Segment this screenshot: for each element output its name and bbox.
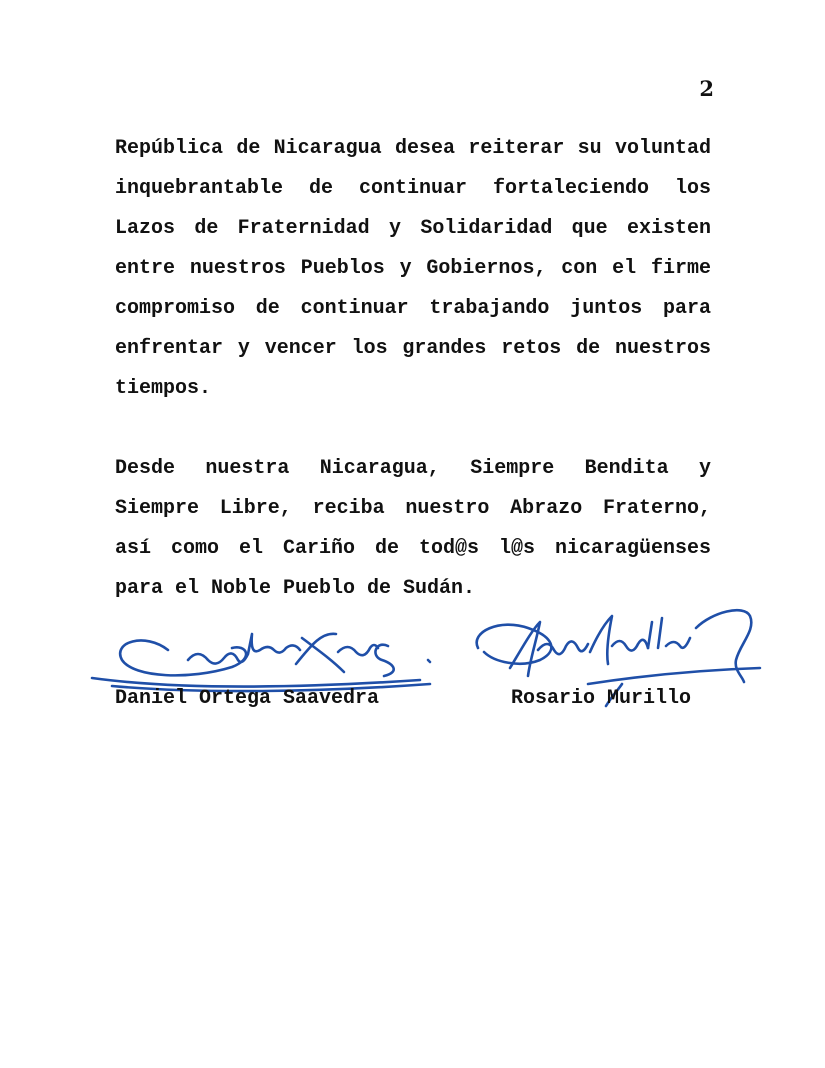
signatory-name-2: Rosario Murillo [511, 687, 692, 710]
signature-daniel-ortega [92, 634, 430, 691]
signatory-name-1: Daniel Ortega Saavedra [115, 687, 380, 710]
paragraph-1: República de Nicaragua desea reiterar su voluntad inquebrantable de continuar fortaleciendo los Lazos de Fraternidad y Solidaridad que existen entre nuestros Pueblos y Gobiernos, con el firme compromiso de continuar trabajando juntos para enfrentar y vencer los grandes retos de nuestros tiempos. [115, 137, 711, 400]
page-number: 2 [699, 76, 714, 101]
paragraph-2: Desde nuestra Nicaragua, Siempre Bendita y Siempre Libre, reciba nuestro Abrazo Fraterno, así como el Cariño de tod@s l@s nicaragüenses para el Noble Pueblo de Sudán. [115, 457, 711, 600]
